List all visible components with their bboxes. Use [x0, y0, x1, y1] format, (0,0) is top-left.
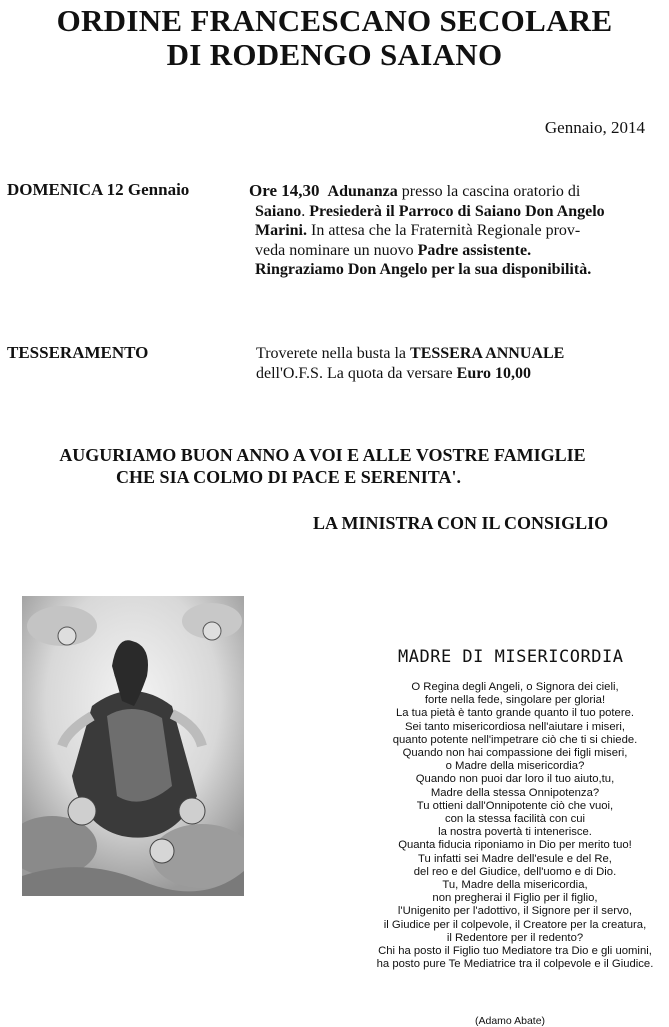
prayer-line: Chi ha posto il Figlio tuo Mediatore tra Dio e gli uomini,: [378, 945, 652, 958]
tess-text-2a: dell'O.F.S. La quota da versare: [256, 364, 457, 382]
tess-text-1b: TESSERA ANNUALE: [410, 345, 565, 362]
prayer-line: Madre della stessa Onnipotenza?: [430, 786, 600, 799]
event-text-5: Ringraziamo Don Angelo per la sua disponibilità.: [255, 261, 592, 278]
document-date: Gennaio, 2014: [544, 118, 645, 137]
event-text-4b: Padre assistente.: [417, 241, 532, 259]
title-line-1: ORDINE FRANCESCANO SECOLARE: [56, 3, 613, 38]
prayer-line: Quando non puoi dar loro il tuo aiuto,tu,: [415, 773, 615, 786]
prayer-line: non pregherai il Figlio per il figlio,: [432, 892, 598, 905]
prayer-line: o Madre della misericordia?: [445, 760, 585, 773]
title-line-2: DI RODENGO SAIANO: [166, 37, 503, 72]
prayer-line: Sei tanto misericordiosa nell'aiutare i miseri,: [404, 720, 626, 733]
event-date-label: DOMENICA 12 Gennaio: [7, 180, 190, 199]
madonna-image: [22, 596, 244, 896]
event-text-1: presso la cascina oratorio di: [397, 183, 581, 200]
prayer-title: MADRE DI MISERICORDIA: [398, 647, 624, 667]
prayer-line: l'Unigenito per l'adottivo, il Signore per il servo,: [397, 905, 633, 918]
prayer-text: [360, 681, 669, 971]
event-time: Ore 14,30: [249, 181, 320, 200]
prayer-author: (Adamo Abate): [475, 1015, 546, 1027]
greeting-line-1: AUGURIAMO BUON ANNO A VOI E ALLE VOSTRE FAMIGLIE: [59, 445, 586, 465]
signature: LA MINISTRA CON IL CONSIGLIO: [313, 513, 609, 533]
event-adunanza: Adunanza: [327, 183, 398, 200]
event-text-3a: Marini.: [255, 222, 307, 239]
prayer-line: Tu infatti sei Madre dell'esule e del Re,: [418, 852, 612, 865]
tesseramento-text: [256, 344, 564, 383]
event-text-3b: In attesa che la Fraternità Regionale prov-: [307, 222, 581, 239]
prayer-line: Quanta fiducia riponiamo in Dio per merito tuo!: [398, 839, 632, 852]
prayer-line: quanto potente nell'impetrare ciò che ti si chiede.: [392, 733, 638, 746]
event-text-4a: veda nominare un nuovo: [255, 241, 418, 259]
tess-text-2b: Euro 10,00: [456, 364, 532, 382]
prayer-line: Tu ottieni dall'Onnipotente ciò che vuoi,: [416, 799, 614, 812]
event-text-2b: .: [301, 202, 310, 220]
prayer-line: forte nella fede, singolare per gloria!: [424, 694, 606, 707]
prayer-line: la nostra povertà ti intenerisce.: [438, 826, 592, 839]
event-text-2a: Saiano: [255, 202, 302, 220]
event-description: [249, 181, 659, 280]
prayer-line: O Regina degli Angeli, o Signora dei cieli,: [411, 681, 619, 693]
prayer-line: il Redentore per il redento?: [446, 931, 584, 944]
prayer-line: Quando non hai compassione dei figli miseri,: [402, 747, 628, 760]
tess-text-1a: Troverete nella busta la: [256, 345, 411, 362]
prayer-line: con la stessa facilità con cui: [444, 813, 586, 826]
prayer-line: il Giudice per il colpevole, il Creatore per la creatura,: [383, 918, 647, 931]
prayer-line: ha posto pure Te Mediatrice tra il colpevole e il Giudice.: [376, 958, 654, 971]
prayer-line: La tua pietà è tanto grande quanto il tuo potere.: [395, 707, 635, 720]
prayer-line: del reo e del Giudice, dell'uomo e di Dio.: [413, 865, 617, 878]
greeting-line-2: CHE SIA COLMO DI PACE E SERENITA'.: [116, 467, 461, 487]
tesseramento-label: TESSERAMENTO: [7, 343, 149, 362]
prayer-line: Tu, Madre della misericordia,: [442, 879, 588, 892]
event-text-2c: Presiederà il Parroco di Saiano Don Angelo: [309, 202, 605, 220]
